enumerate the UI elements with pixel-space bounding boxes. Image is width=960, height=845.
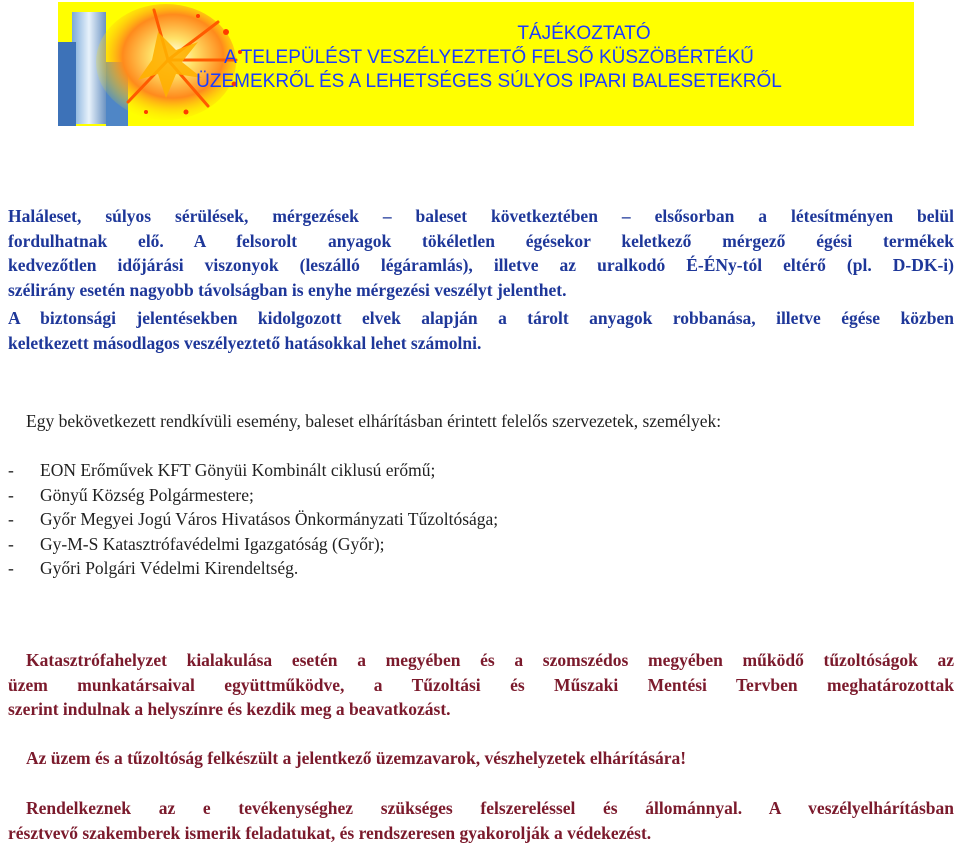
text-line: szerint indulnak a helyszínre és kezdik meg a beavatkozást. xyxy=(8,697,954,722)
response-paragraph-2 xyxy=(8,746,954,771)
banner-title-line2: A TELEPÜLÉST VESZÉLYEZTETŐ FELSŐ KÜSZÖBÉRTÉKŰ xyxy=(64,46,914,70)
responsible-list xyxy=(8,458,498,581)
text-line: kedvezőtlen időjárási viszonyok (leszálló légáramlás), illetve az uralkodó É-ÉNy-tól eltérő (pl. D-DK-i) xyxy=(8,253,954,278)
list-item xyxy=(8,556,498,581)
text-line xyxy=(8,796,954,821)
text-segment: Az üzem és a tűzoltóság felkészült a jelentkező üzemzavarok, vészhelyzetek elhárítására! xyxy=(26,748,686,768)
list-dash: - xyxy=(8,483,40,508)
list-item xyxy=(8,532,498,557)
list-item-text: Gönyű Község Polgármestere; xyxy=(40,483,254,508)
list-dash: - xyxy=(8,458,40,483)
response-paragraph-1 xyxy=(8,648,954,722)
response-paragraph-3 xyxy=(8,796,954,845)
list-item-text: EON Erőművek KFT Gönyüi Kombinált ciklusú erőmű; xyxy=(40,458,435,483)
consequences-paragraph-1 xyxy=(8,204,954,302)
list-item xyxy=(8,483,498,508)
list-dash: - xyxy=(8,507,40,532)
text-line: üzem munkatársaival együttműködve, a Tűzoltási és Műszaki Mentési Tervben meghatározottak xyxy=(8,673,954,698)
list-dash: - xyxy=(8,556,40,581)
text-line: Haláleset, súlyos sérülések, mérgezések – baleset következtében – elsősorban a létesítményen belül xyxy=(8,204,954,229)
list-dash: - xyxy=(8,532,40,557)
text-segment: Katasztrófahelyzet kialakulása esetén a megyében és a szomszédos megyében működő tűzoltóságok az xyxy=(26,650,954,670)
responsible-intro-text: Egy bekövetkezett rendkívüli esemény, baleset elhárításban érintett felelős szervezetek, személyek: xyxy=(26,411,721,431)
list-item-text: Gy-M-S Katasztrófavédelmi Igazgatóság (Győr); xyxy=(40,532,385,557)
text-line: A biztonsági jelentésekben kidolgozott elvek alapján a tárolt anyagok robbanása, illetve égése közben xyxy=(8,306,954,331)
banner-title-line1: TÁJÉKOZTATÓ xyxy=(254,22,914,46)
responsible-intro xyxy=(8,409,954,433)
header-banner xyxy=(58,2,914,126)
text-line: szélirány esetén nagyobb távolságban is enyhe mérgezési veszélyt jelenthet. xyxy=(8,278,954,303)
consequences-paragraph-2 xyxy=(8,306,954,355)
text-line: fordulhatnak elő. A felsorolt anyagok tökéletlen égésekor keletkező mérgező égési termékek xyxy=(8,229,954,254)
list-item-text: Győri Polgári Védelmi Kirendeltség. xyxy=(40,556,298,581)
banner-title xyxy=(254,22,914,94)
text-line: keletkezett másodlagos veszélyeztető hatásokkal lehet számolni. xyxy=(8,331,954,356)
text-segment: Rendelkeznek az e tevékenységhez szükséges felszereléssel és állománnyal. A veszélyelhárításban xyxy=(26,798,954,818)
text-line: résztvevő szakemberek ismerik feladatukat, és rendszeresen gyakorolják a védekezést. xyxy=(8,821,954,845)
banner-title-line3: ÜZEMEKRŐL ÉS A LEHETSÉGES SÚLYOS IPARI BALESETEKRŐL xyxy=(64,70,914,94)
list-item xyxy=(8,458,498,483)
text-line xyxy=(8,648,954,673)
list-item-text: Győr Megyei Jogú Város Hivatásos Önkormányzati Tűzoltósága; xyxy=(40,507,498,532)
list-item xyxy=(8,507,498,532)
